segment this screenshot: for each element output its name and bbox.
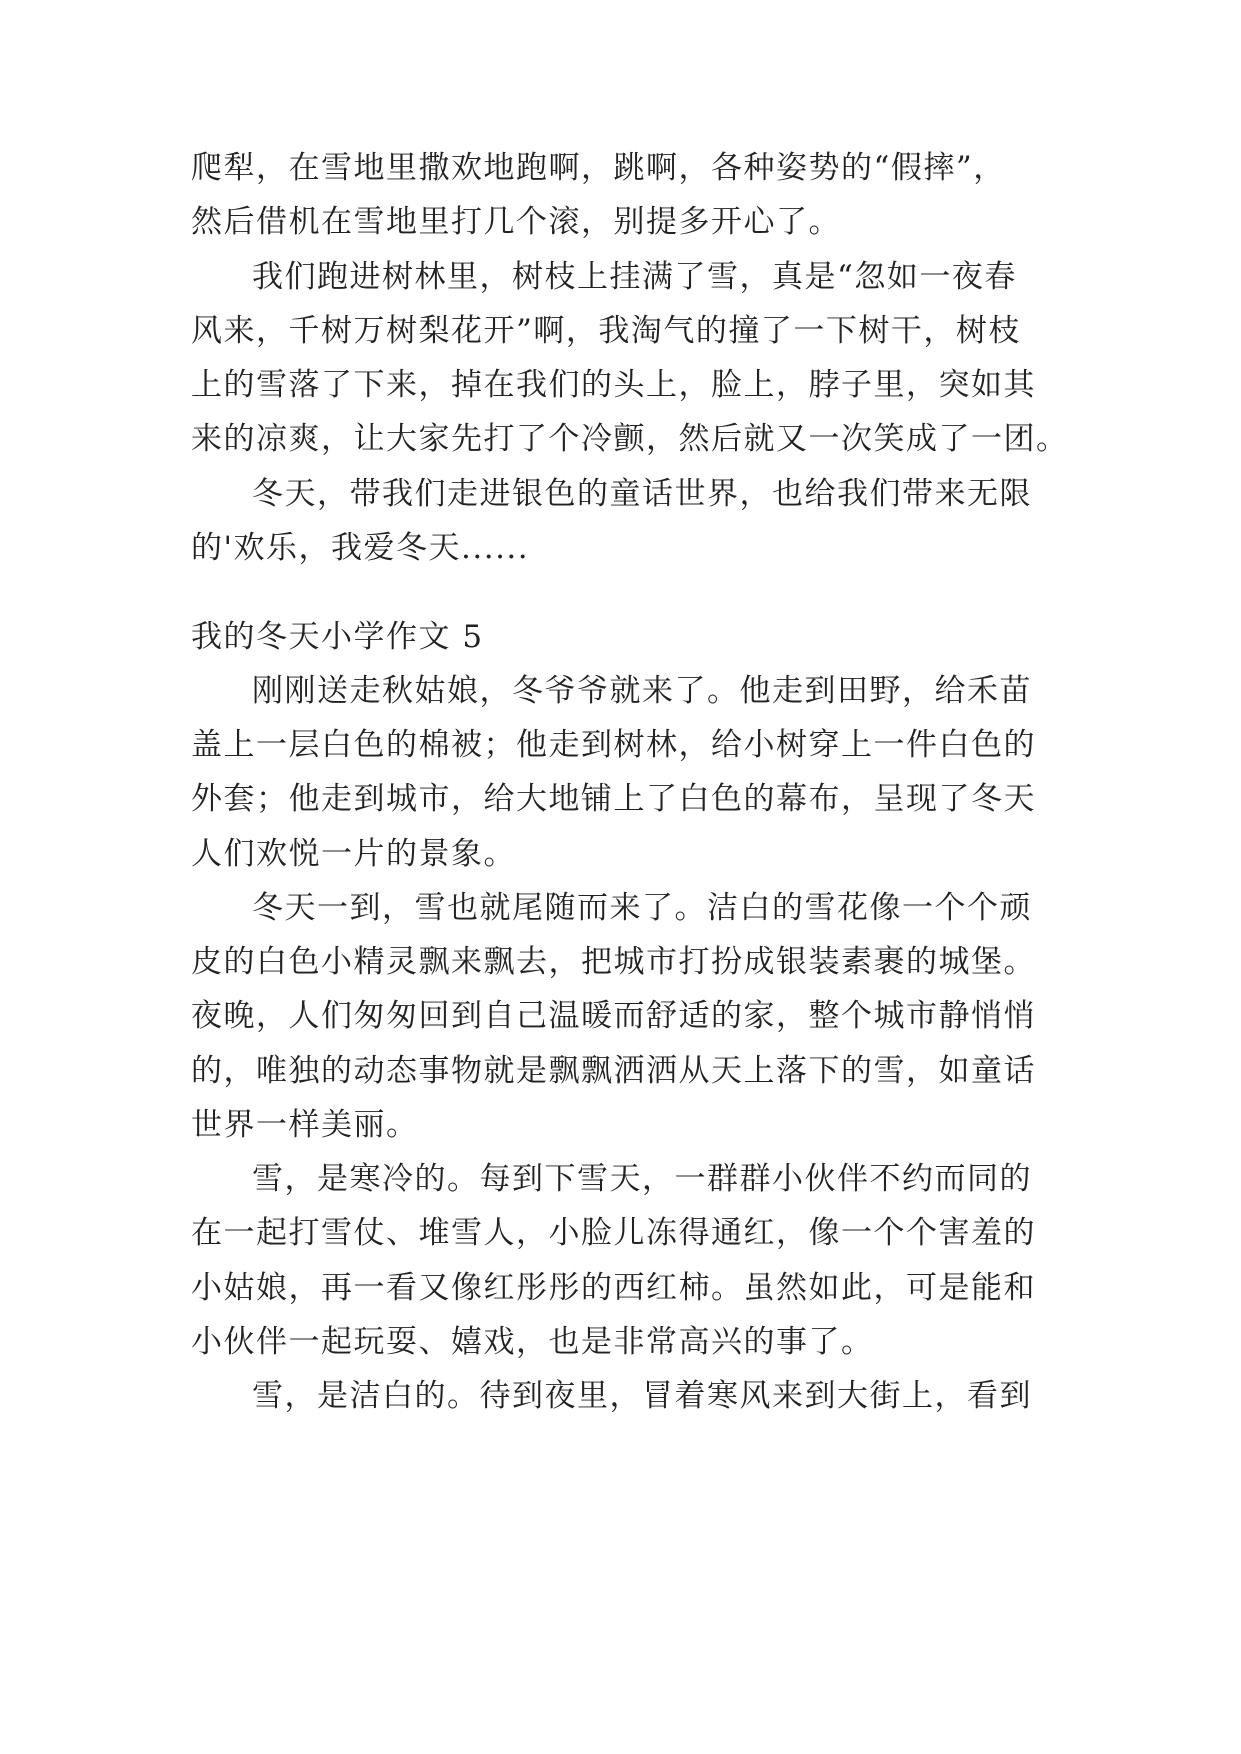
text-line: 小姑娘，再一看又像红彤彤的西红柿。虽然如此，可是能和 (191, 1270, 1036, 1306)
paragraph-first-line: 冬天一到，雪也就尾随而来了。洁白的雪花像一个个顽 (252, 890, 1032, 926)
section-title: 我的冬天小学作文 5 (191, 619, 484, 655)
paragraph-first-line: 雪，是洁白的。待到夜里，冒着寒风来到大街上，看到 (252, 1378, 1032, 1414)
text-line: 上的雪落了下来，掉在我们的头上，脸上，脖子里，突如其 (191, 367, 1036, 403)
text-line: 风来，千树万树梨花开”啊，我淘气的撞了一下树干，树枝 (191, 313, 1021, 349)
text-line: 来的凉爽，让大家先打了个冷颤，然后就又一次笑成了一团。 (191, 421, 1069, 457)
text-line: 夜晚，人们匆匆回到自己温暖而舒适的家，整个城市静悄悄 (191, 998, 1036, 1034)
text-line: 的，唯独的动态事物就是飘飘洒洒从天上落下的雪，如童话 (191, 1053, 1036, 1089)
text-line: 人们欢悦一片的景象。 (191, 836, 516, 872)
text-line: 的'欢乐，我爱冬天...... (191, 530, 530, 566)
text-line: 爬犁，在雪地里撒欢地跑啊，跳啊，各种姿势的“假摔”， (191, 150, 1006, 186)
text-line: 世界一样美丽。 (191, 1107, 419, 1143)
text-line: 外套；他走到城市，给大地铺上了白色的幕布，呈现了冬天 (191, 781, 1036, 817)
text-line: 然后借机在雪地里打几个滚，别提多开心了。 (191, 204, 841, 240)
paragraph-first-line: 刚刚送走秋姑娘，冬爷爷就来了。他走到田野，给禾苗 (252, 673, 1032, 709)
paragraph-first-line: 我们跑进树林里，树枝上挂满了雪，真是“忽如一夜春 (252, 259, 1017, 295)
paragraph-first-line: 雪，是寒冷的。每到下雪天，一群群小伙伴不约而同的 (252, 1161, 1032, 1197)
text-line: 在一起打雪仗、堆雪人，小脸儿冻得通红，像一个个害羞的 (191, 1215, 1036, 1251)
text-line: 盖上一层白色的棉被；他走到树林，给小树穿上一件白色的 (191, 727, 1036, 763)
text-line: 皮的白色小精灵飘来飘去，把城市打扮成银装素裹的城堡。 (191, 944, 1036, 980)
paragraph-first-line: 冬天，带我们走进银色的童话世界，也给我们带来无限 (252, 476, 1032, 512)
text-line: 小伙伴一起玩耍、嬉戏，也是非常高兴的事了。 (191, 1324, 874, 1360)
